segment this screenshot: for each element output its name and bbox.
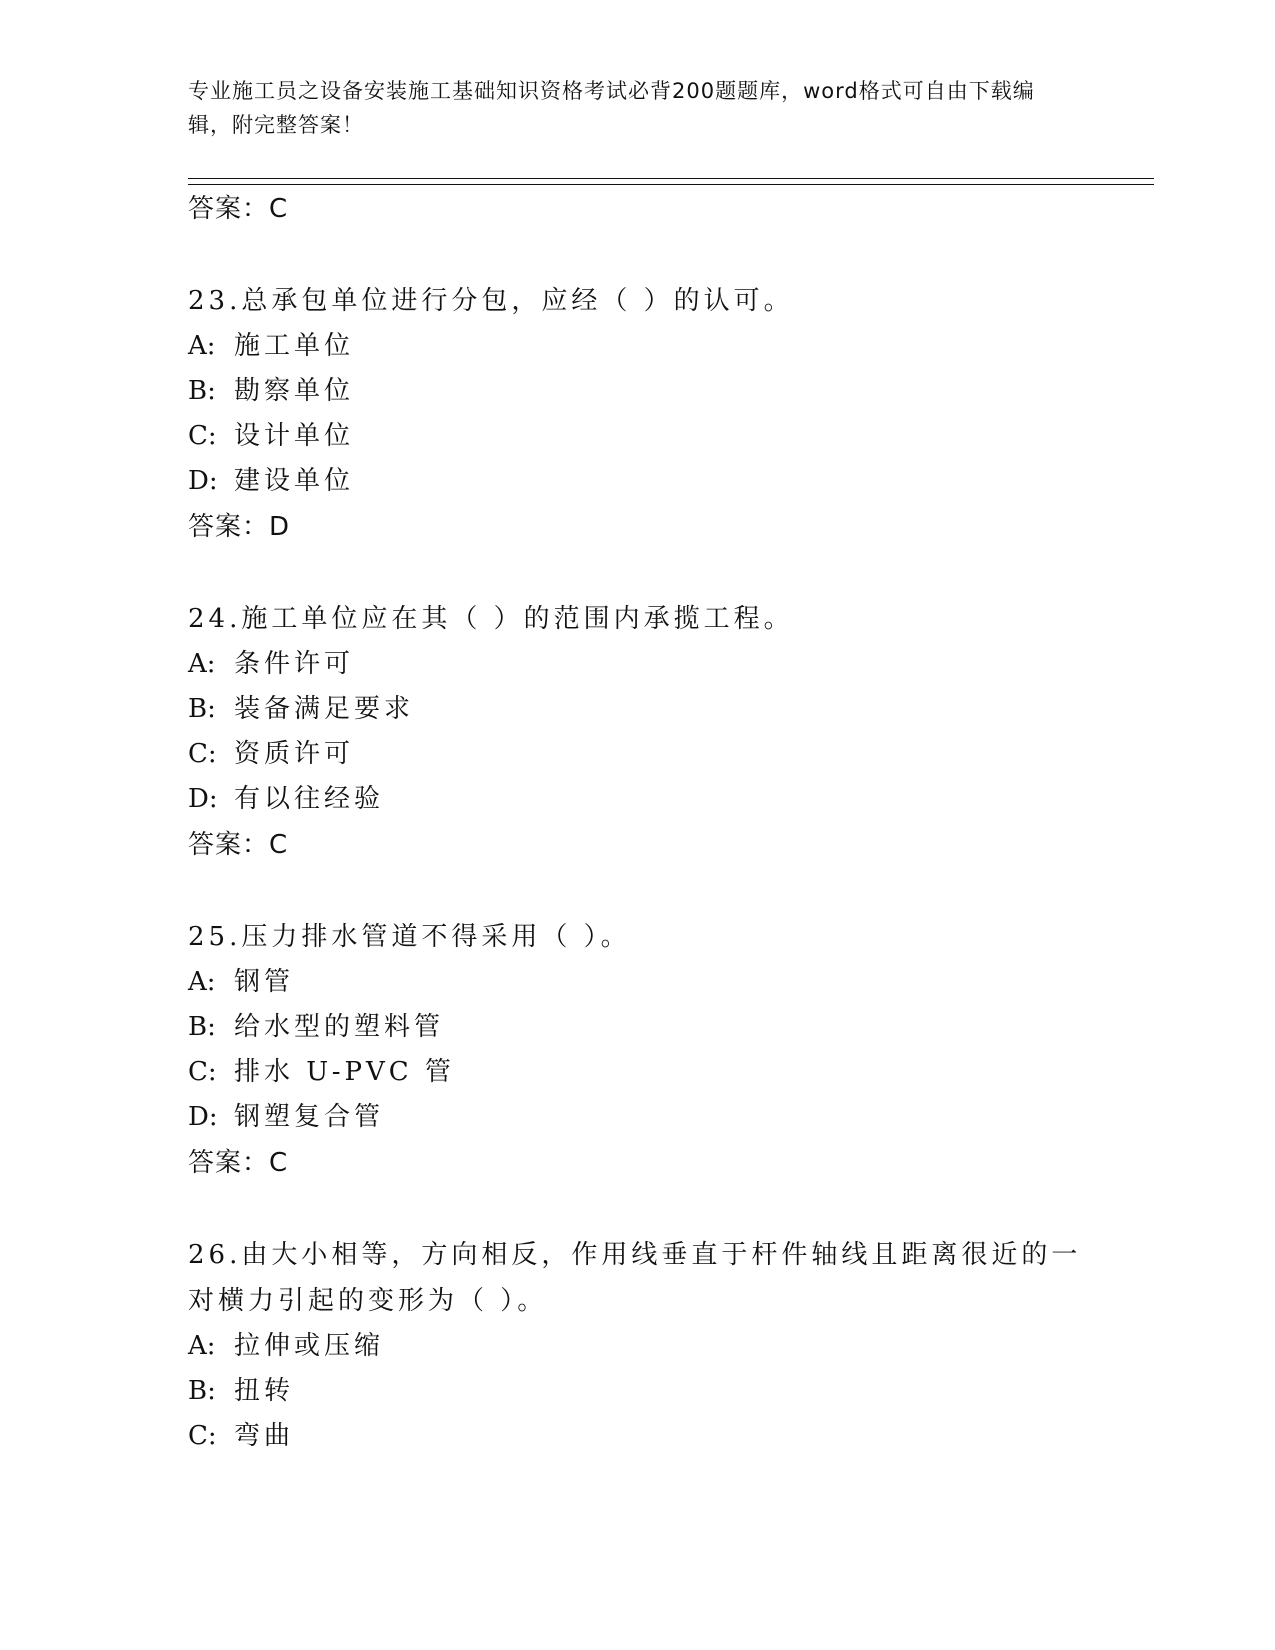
option-text: 有以往经验 — [234, 784, 385, 814]
option-b — [188, 1369, 1088, 1414]
option-text: 拉伸或压缩 — [234, 1331, 385, 1361]
option-key: D: — [188, 784, 218, 814]
header-divider-top — [188, 178, 1154, 179]
option-key: C: — [188, 1057, 217, 1087]
question-stem: 25.压力排水管道不得采用（ ）。 — [188, 922, 631, 952]
option-a — [188, 642, 1088, 687]
option-key: A: — [188, 967, 216, 997]
question-item — [188, 278, 1088, 550]
question-item — [188, 596, 1088, 868]
option-key: B: — [188, 376, 216, 406]
option-a — [188, 960, 1088, 1005]
option-c — [188, 414, 1088, 459]
option-key: B: — [188, 1376, 216, 1406]
option-c — [188, 1414, 1088, 1459]
option-key: A: — [188, 1331, 216, 1361]
option-text: 排水 U-PVC 管 — [234, 1057, 455, 1087]
option-key: C: — [188, 421, 217, 451]
answer-line: 答案：C — [188, 830, 289, 860]
question-stem: 23.总承包单位进行分包，应经（ ）的认可。 — [188, 286, 794, 316]
option-c — [188, 1050, 1088, 1095]
option-text: 设计单位 — [234, 421, 355, 451]
answer-line: 答案：D — [188, 512, 291, 542]
option-text: 钢管 — [234, 967, 295, 997]
question-list — [188, 186, 1088, 1459]
option-key: B: — [188, 1012, 216, 1042]
option-key: C: — [188, 1421, 217, 1451]
option-c — [188, 732, 1088, 777]
option-text: 勘察单位 — [234, 376, 355, 406]
option-text: 施工单位 — [234, 331, 355, 361]
option-d — [188, 459, 1088, 504]
answer-line: 答案：C — [188, 194, 289, 224]
option-d — [188, 1095, 1088, 1140]
option-text: 弯曲 — [234, 1421, 295, 1451]
option-key: C: — [188, 739, 217, 769]
option-a — [188, 1324, 1088, 1369]
option-text: 钢塑复合管 — [234, 1102, 385, 1132]
option-b — [188, 369, 1088, 414]
document-header: 专业施工员之设备安装施工基础知识资格考试必背200题题库，word格式可自由下载编辑，附完整答案！ — [188, 79, 1035, 137]
option-text: 条件许可 — [234, 649, 355, 679]
option-text: 资质许可 — [234, 739, 355, 769]
option-b — [188, 687, 1088, 732]
option-text: 扭转 — [234, 1376, 295, 1406]
option-a — [188, 324, 1088, 369]
header-divider-bottom — [188, 184, 1154, 185]
answer-line: 答案：C — [188, 1148, 289, 1178]
option-key: B: — [188, 694, 216, 724]
option-key: D: — [188, 1102, 218, 1132]
option-key: A: — [188, 649, 216, 679]
option-text: 建设单位 — [234, 466, 355, 496]
option-key: D: — [188, 466, 218, 496]
question-item — [188, 914, 1088, 1186]
question-item — [188, 1232, 1088, 1459]
question-stem: 24.施工单位应在其（ ）的范围内承揽工程。 — [188, 604, 794, 634]
question-stem: 26.由大小相等，方向相反，作用线垂直于杆件轴线且距离很近的一对横力引起的变形为（ ）。 — [188, 1240, 1082, 1316]
option-text: 给水型的塑料管 — [234, 1012, 445, 1042]
option-b — [188, 1005, 1088, 1050]
option-text: 装备满足要求 — [234, 694, 415, 724]
option-d — [188, 777, 1088, 822]
option-key: A: — [188, 331, 216, 361]
